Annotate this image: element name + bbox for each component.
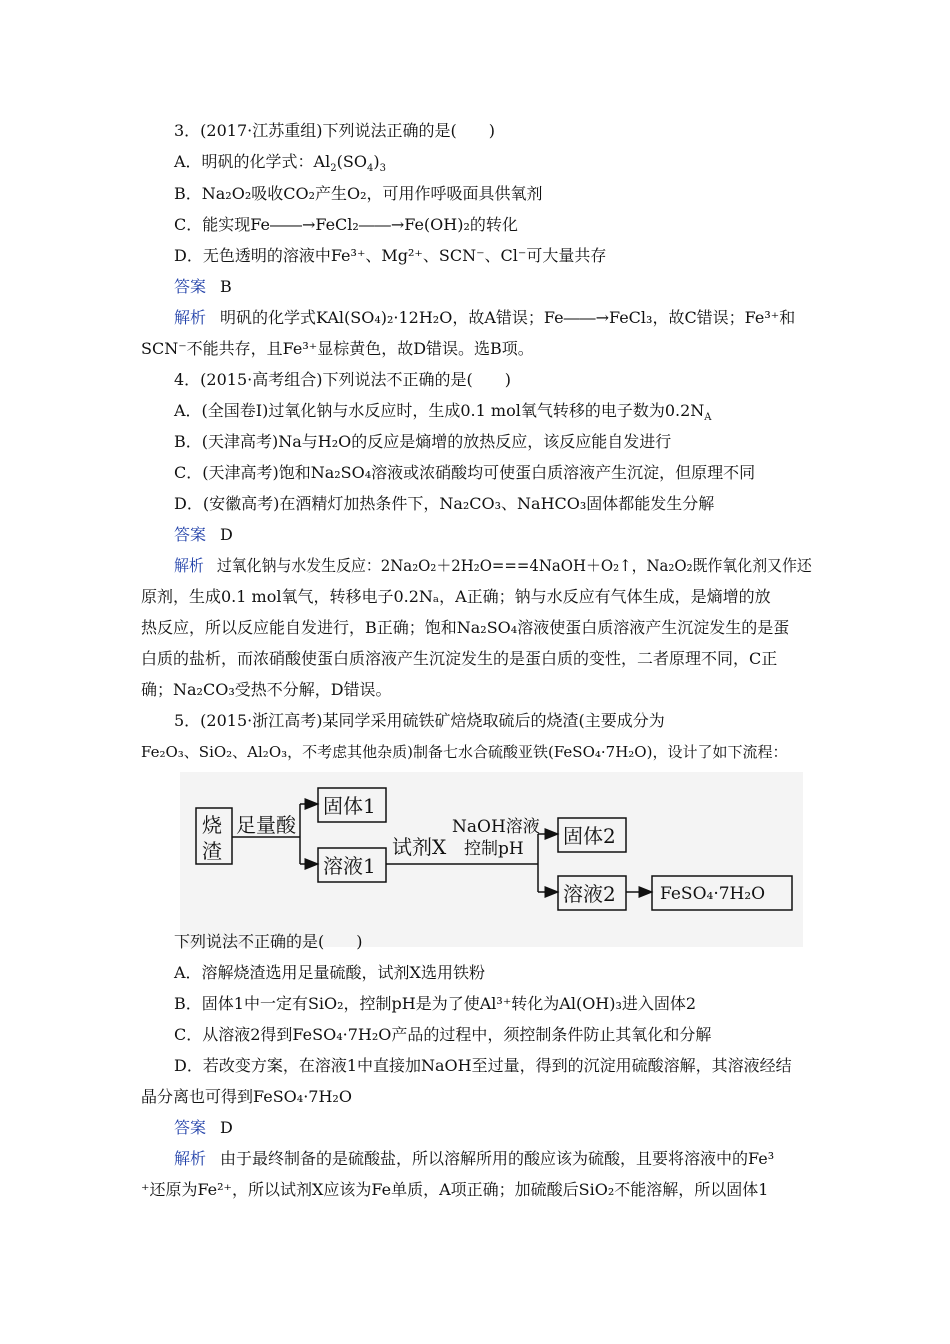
flow-reagent-label: 试剂X: [392, 835, 447, 859]
flow-start-1: 烧: [202, 813, 222, 837]
q3-answer: 答案 B: [174, 277, 232, 296]
q5-analysis-line-1: 解析 由于最终制备的是硫酸盐，所以溶解所用的酸应该为硫酸，且要将溶液中的Fe³: [174, 1149, 775, 1168]
flow-solid1: 固体1: [323, 794, 376, 818]
q3-option-a: A．明矾的化学式：$Al_2(SO_4)_3$: [174, 152, 386, 175]
flow-solid2: 固体2: [563, 824, 616, 848]
q5-stem-line-1: 5．(2015·浙江高考)某同学采用硫铁矿焙烧取硫后的烧渣(主要成分为: [174, 711, 665, 730]
process-flow-diagram: [180, 772, 803, 947]
q4-option-a: A．(全国卷Ⅰ)过氧化钠与水反应时，生成0.1 mol氧气转移的电子数为$0.2N_A$: [174, 401, 712, 424]
q5-option-d-line-1: D．若改变方案，在溶液1中直接加NaOH至过量，得到的沉淀用硫酸溶解，其溶液经结: [174, 1056, 792, 1075]
q5-answer: 答案 D: [174, 1118, 233, 1137]
q3-stem: 3．(2017·江苏重组)下列说法正确的是( ): [174, 121, 495, 140]
q4-option-b: B．(天津高考)Na与H₂O的反应是熵增的放热反应，该反应能自发进行: [174, 432, 672, 451]
q5-analysis-line-2: ⁺还原为Fe²⁺，所以试剂X应该为Fe单质，A项正确；加硫酸后SiO₂不能溶解，所以固体1: [141, 1180, 769, 1199]
q4-option-c: C．(天津高考)饱和Na₂SO₄溶液或浓硝酸均可使蛋白质溶液产生沉淀，但原理不同: [174, 463, 756, 482]
q4-analysis-line-4: 白质的盐析，而浓硝酸使蛋白质溶液产生沉淀发生的是蛋白质的变性，二者原理不同，C正: [141, 649, 778, 668]
flow-product: FeSO₄·7H₂O: [660, 884, 766, 904]
q4-analysis-line-5: 确；Na₂CO₃受热不分解，D错误。: [141, 680, 392, 699]
analysis-label: 解析: [174, 556, 204, 575]
q5-option-b: B．固体1中一定有SiO₂，控制pH是为了使Al³⁺转化为Al(OH)₃进入固体2: [174, 994, 697, 1013]
analysis-label: 解析: [174, 1149, 207, 1168]
q5-question: 下列说法不正确的是( ): [174, 932, 363, 951]
flow-acid-label: 足量酸: [236, 813, 296, 837]
q5-stem-line-2: Fe₂O₃、SiO₂、Al₂O₃，不考虑其他杂质)制备七水合硫酸亚铁(FeSO₄·7H₂O)，设计了如下流程：: [141, 743, 788, 761]
q4-answer: 答案 D: [174, 525, 233, 544]
q3-analysis-line-1: 解析 明矾的化学式KAl(SO₄)₂·12H₂O，故A错误；Fe――→FeCl₃，故C错误；Fe³⁺和: [174, 308, 796, 327]
q4-stem: 4．(2015·高考组合)下列说法不正确的是( ): [174, 370, 511, 389]
q3-option-d: D．无色透明的溶液中Fe³⁺、Mg²⁺、SCN⁻、Cl⁻可大量共存: [174, 246, 607, 265]
flow-start-2: 渣: [202, 839, 222, 863]
answer-label: 答案: [174, 525, 207, 544]
flow-solution2: 溶液2: [563, 882, 616, 906]
q3-option-c: C．能实现Fe――→FeCl₂――→Fe(OH)₂的转化: [174, 215, 518, 234]
analysis-label: 解析: [174, 308, 207, 327]
q4-option-d: D．(安徽高考)在酒精灯加热条件下，Na₂CO₃、NaHCO₃固体都能发生分解: [174, 494, 715, 513]
flow-naoh-label-2: 控制pH: [464, 839, 524, 859]
q5-option-d-line-2: 晶分离也可得到FeSO₄·7H₂O: [141, 1087, 352, 1106]
q5-option-a: A．溶解烧渣选用足量硫酸，试剂X选用铁粉: [174, 963, 485, 982]
flow-naoh-label-1: NaOH溶液: [452, 817, 540, 837]
q3-option-b: B．Na₂O₂吸收CO₂产生O₂，可用作呼吸面具供氧剂: [174, 184, 543, 203]
q4-analysis-line-1: 解析 过氧化钠与水发生反应：2Na₂O₂＋2H₂O===4NaOH＋O₂↑，Na₂O₂既作氧化剂又作还: [174, 556, 812, 575]
q3-analysis-line-2: SCN⁻不能共存，且Fe³⁺显棕黄色，故D错误。选B项。: [141, 339, 534, 358]
q4-analysis-line-3: 热反应，所以反应能自发进行，B正确；饱和Na₂SO₄溶液使蛋白质溶液产生沉淀发生的是蛋: [141, 618, 790, 637]
flow-solution1: 溶液1: [323, 854, 376, 878]
q5-option-c: C．从溶液2得到FeSO₄·7H₂O产品的过程中，须控制条件防止其氧化和分解: [174, 1025, 712, 1044]
answer-label: 答案: [174, 1118, 207, 1137]
answer-label: 答案: [174, 277, 207, 296]
q4-analysis-line-2: 原剂，生成0.1 mol氧气，转移电子0.2Nₐ，A正确；钠与水反应有气体生成，是熵增的放: [141, 587, 771, 606]
